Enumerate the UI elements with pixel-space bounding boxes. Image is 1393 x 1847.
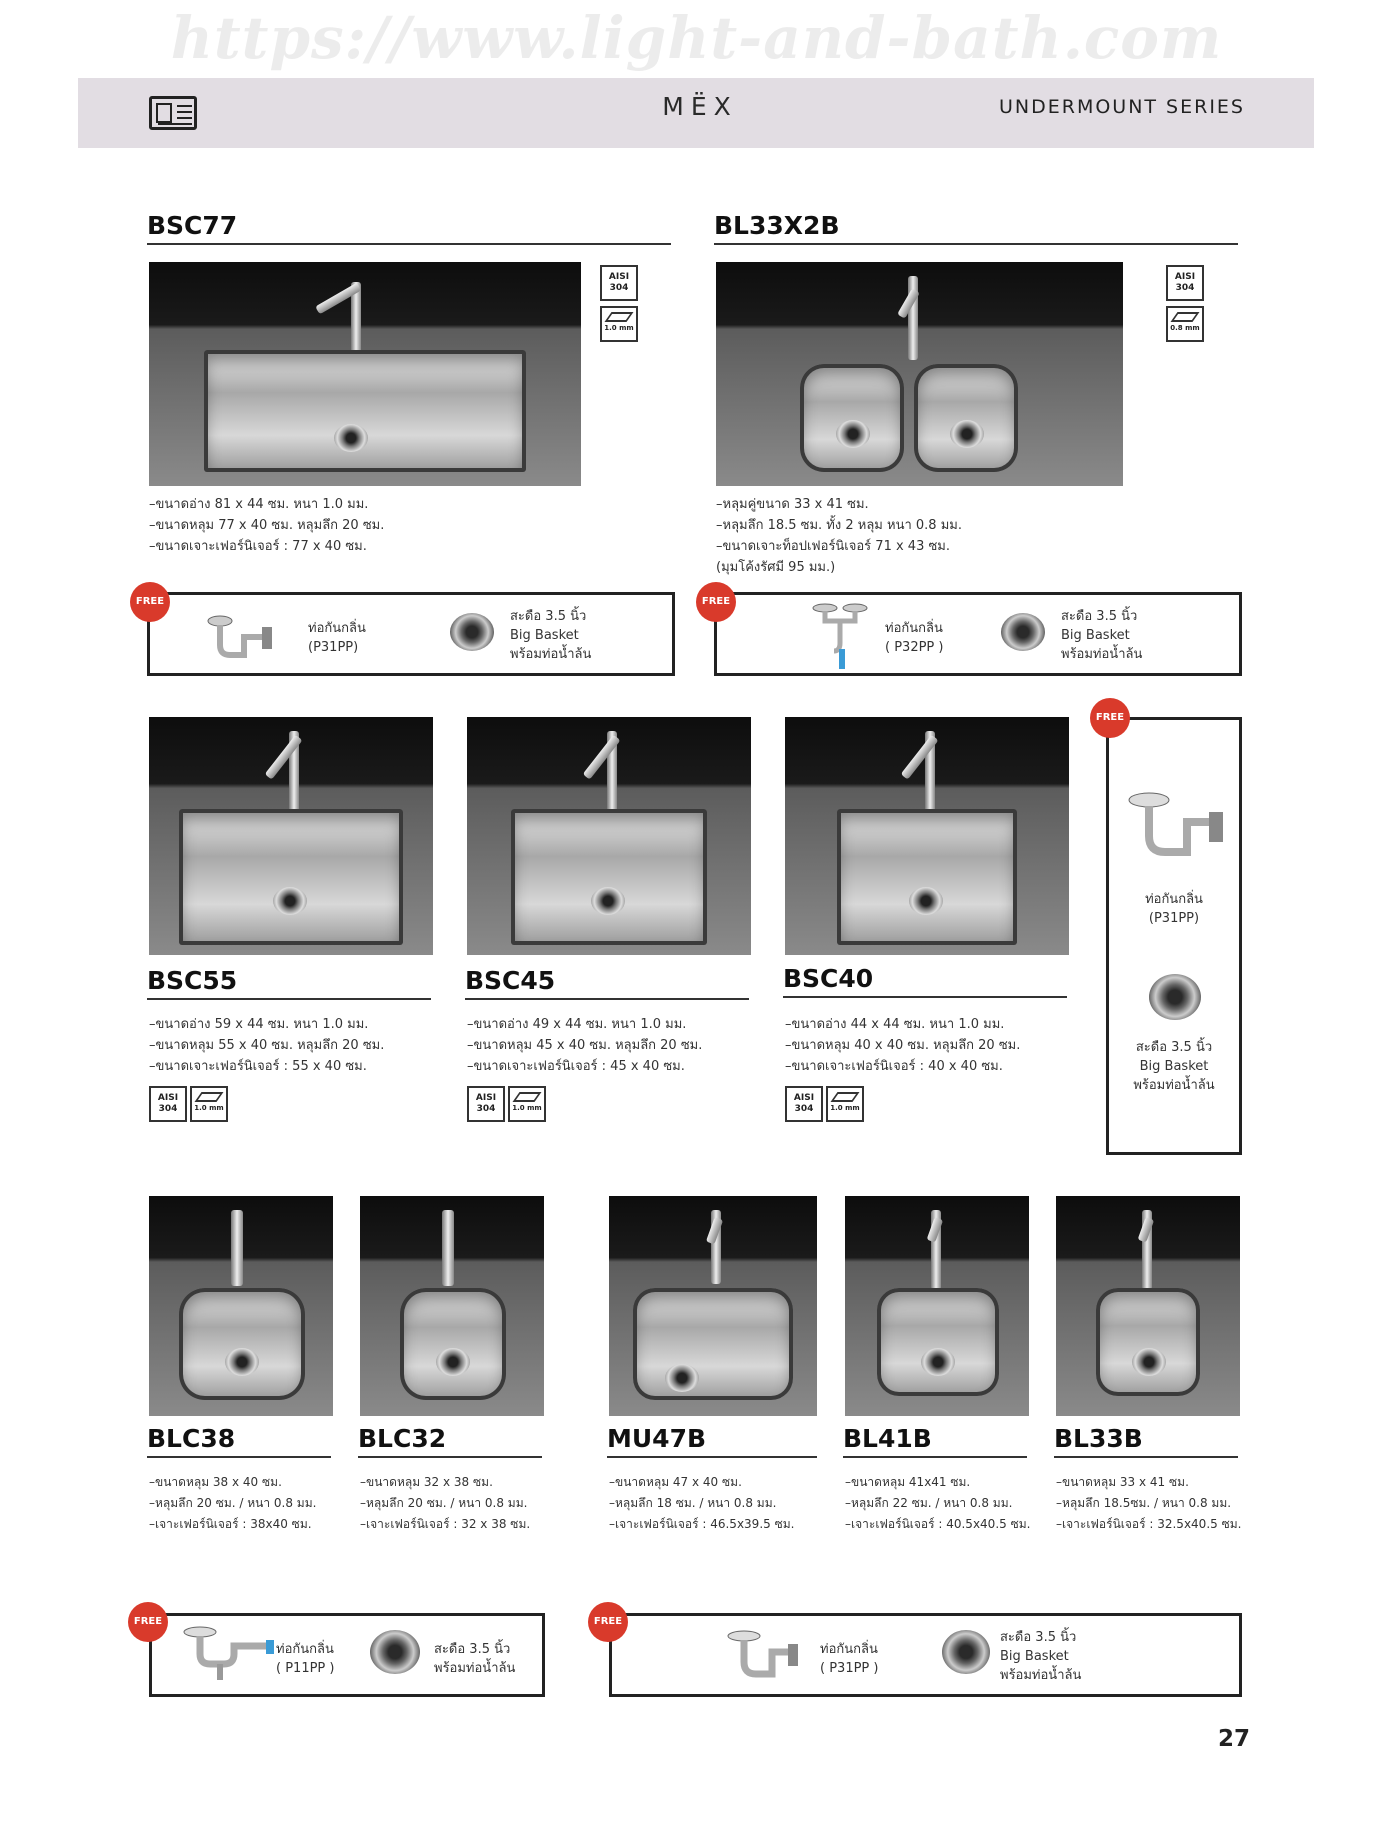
- product-photo-bsc77: [149, 262, 581, 486]
- product-specs-bsc45: –ขนาดอ่าง 49 x 44 ซม. หนา 1.0 มม. –ขนาดหลุม 45 x 40 ซม. หลุมลึก 20 ซม. –ขนาดเจาะเฟอร์นิเจอร์ : 45 x 40 ซม.: [467, 1017, 703, 1074]
- aisi-304-badge: AISI 304: [785, 1086, 823, 1122]
- product-title-bl41b: BL41B: [843, 1424, 1027, 1458]
- watermark-url: https://www.light-and-bath.com: [170, 4, 1223, 72]
- product-title-mu47b: MU47B: [607, 1424, 817, 1458]
- free-badge: FREE: [588, 1602, 628, 1642]
- free-badge: FREE: [128, 1602, 168, 1642]
- thickness-badge: 0.8 mm: [1166, 306, 1204, 342]
- basket-strainer-icon: [450, 613, 494, 651]
- product-photo-bsc45: [467, 717, 751, 955]
- product-title-bsc40: BSC40: [783, 964, 1067, 998]
- series-title: UNDERMOUNT SERIES: [998, 96, 1245, 118]
- free-gift-box: ท่อกันกลิ่น (P31PP) สะดือ 3.5 นิ้ว Big Basket พร้อมท่อน้ำล้น: [147, 592, 675, 676]
- trap-pipe-icon: [1119, 790, 1229, 870]
- product-specs-blc32: –ขนาดหลุม 32 x 38 ซม. –หลุมลึก 20 ซม. / หนา 0.8 มม. –เจาะเฟอร์นิเจอร์ : 32 x 38 ซม.: [360, 1475, 531, 1531]
- free-gift-box: ท่อกันกลิ่น (P31PP) สะดือ 3.5 นิ้ว Big Basket พร้อมท่อน้ำล้น: [1106, 717, 1242, 1155]
- trap-pipe-icon: [206, 613, 276, 663]
- free-gift-box: ท่อกันกลิ่น ( P11PP ) สะดือ 3.5 นิ้ว พร้อมท่อน้ำล้น: [149, 1613, 545, 1697]
- product-specs-bl33x2b: –หลุมคู่ขนาด 33 x 41 ซม. –หลุมลึก 18.5 ซม. ทั้ง 2 หลุม หนา 0.8 มม. –ขนาดเจาะท็อปเฟอร์นิเจอร์ 71 x 43 ซม. (มุมโค้งรัศมี 95 มม.): [716, 497, 962, 575]
- thickness-badge: 1.0 mm: [826, 1086, 864, 1122]
- product-specs-bsc55: –ขนาดอ่าง 59 x 44 ซม. หนา 1.0 มม. –ขนาดหลุม 55 x 40 ซม. หลุมลึก 20 ซม. –ขนาดเจาะเฟอร์นิเจอร์ : 55 x 40 ซม.: [149, 1017, 385, 1074]
- product-photo-mu47b: [609, 1196, 817, 1416]
- thickness-badge: 1.0 mm: [600, 306, 638, 342]
- product-photo-bl33x2b: [716, 262, 1123, 486]
- product-photo-blc38: [149, 1196, 333, 1416]
- basket-strainer-icon: [942, 1630, 990, 1674]
- product-title-bsc55: BSC55: [147, 966, 431, 1000]
- product-title-bsc77: BSC77: [147, 211, 671, 245]
- trap-pipe-icon: [724, 1628, 804, 1690]
- free-gift-box: ท่อกันกลิ่น ( P31PP ) สะดือ 3.5 นิ้ว Big Basket พร้อมท่อน้ำล้น: [609, 1613, 1242, 1697]
- product-specs-mu47b: –ขนาดหลุม 47 x 40 ซม. –หลุมลึก 18 ซม. / หนา 0.8 มม. –เจาะเฟอร์นิเจอร์ : 46.5x39.5 ซม.: [609, 1475, 795, 1531]
- thickness-badge: 1.0 mm: [190, 1086, 228, 1122]
- product-photo-bsc55: [149, 717, 433, 955]
- free-badge: FREE: [130, 582, 170, 622]
- catalog-icon: [149, 96, 197, 130]
- product-title-blc32: BLC32: [358, 1424, 542, 1458]
- product-specs-blc38: –ขนาดหลุม 38 x 40 ซม. –หลุมลึก 20 ซม. / หนา 0.8 มม. –เจาะเฟอร์นิเจอร์ : 38x40 ซม.: [149, 1475, 317, 1531]
- product-specs-bsc40: –ขนาดอ่าง 44 x 44 ซม. หนา 1.0 มม. –ขนาดหลุม 40 x 40 ซม. หลุมลึก 20 ซม. –ขนาดเจาะเฟอร์นิเจอร์ : 40 x 40 ซม.: [785, 1017, 1021, 1074]
- page-number: 27: [1217, 1726, 1250, 1752]
- product-title-bl33x2b: BL33X2B: [714, 211, 1238, 245]
- free-badge: FREE: [696, 582, 736, 622]
- free-gift-box: ท่อกันกลิ่น ( P32PP ) สะดือ 3.5 นิ้ว Big Basket พร้อมท่อน้ำล้น: [714, 592, 1242, 676]
- thickness-badge: 1.0 mm: [508, 1086, 546, 1122]
- free-badge: FREE: [1090, 698, 1130, 738]
- product-title-blc38: BLC38: [147, 1424, 331, 1458]
- basket-strainer-icon: [370, 1630, 420, 1674]
- product-specs-bl33b: –ขนาดหลุม 33 x 41 ซม. –หลุมลึก 18.5ซม. / หนา 0.8 มม. –เจาะเฟอร์นิเจอร์ : 32.5x40.5 ซม.: [1056, 1475, 1242, 1531]
- aisi-304-badge: AISI 304: [600, 265, 638, 301]
- product-specs-bl41b: –ขนาดหลุม 41x41 ซม. –หลุมลึก 22 ซม. / หนา 0.8 มม. –เจาะเฟอร์นิเจอร์ : 40.5x40.5 ซม.: [845, 1475, 1031, 1531]
- product-title-bsc45: BSC45: [465, 966, 749, 1000]
- aisi-304-badge: AISI 304: [467, 1086, 505, 1122]
- trap-pipe-icon: [178, 1624, 288, 1684]
- trap-pipe-icon: [811, 601, 871, 671]
- product-photo-bl33b: [1056, 1196, 1240, 1416]
- aisi-304-badge: AISI 304: [1166, 265, 1204, 301]
- product-photo-blc32: [360, 1196, 544, 1416]
- product-title-bl33b: BL33B: [1054, 1424, 1238, 1458]
- aisi-304-badge: AISI 304: [149, 1086, 187, 1122]
- basket-strainer-icon: [1001, 613, 1045, 651]
- product-photo-bsc40: [785, 717, 1069, 955]
- basket-strainer-icon: [1149, 974, 1201, 1020]
- product-photo-bl41b: [845, 1196, 1029, 1416]
- product-specs-bsc77: –ขนาดอ่าง 81 x 44 ซม. หนา 1.0 มม. –ขนาดหลุม 77 x 40 ซม. หลุมลึก 20 ซม. –ขนาดเจาะเฟอร์นิเจอร์ : 77 x 40 ซม.: [149, 497, 385, 554]
- brand-logo: MËX: [662, 92, 738, 121]
